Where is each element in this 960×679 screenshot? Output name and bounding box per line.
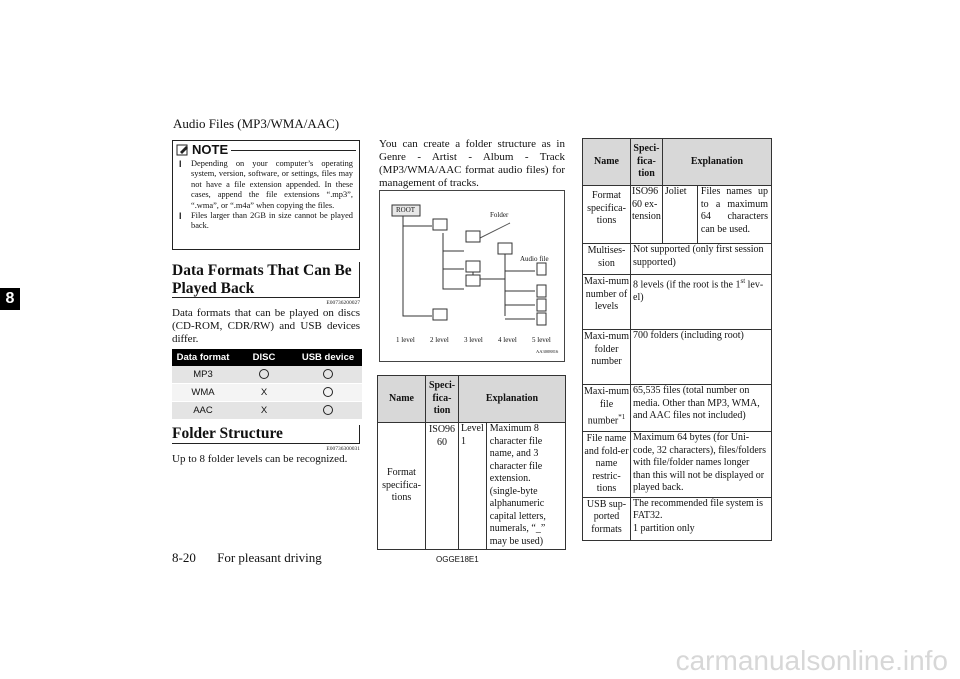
- data-formats-body: Data formats that can be played on discs (CD-ROM, CDR/RW) and USB devices differ.: [172, 307, 360, 345]
- note-item: [179, 211, 353, 232]
- table-row: [172, 366, 362, 384]
- level-label: 1 level: [396, 336, 415, 344]
- header-specification: Speci- fica- tion: [631, 139, 663, 186]
- header-usb-device: USB device: [294, 349, 362, 366]
- header-disc: DISC: [234, 349, 294, 366]
- chapter-tab: 8: [0, 288, 20, 310]
- table-row: [583, 275, 772, 330]
- spec-table-2: [582, 138, 772, 541]
- level-label: 4 level: [498, 336, 517, 344]
- header-data-format: Data format: [172, 349, 234, 366]
- watermark: carmanualsonline.info: [675, 645, 948, 676]
- row-name: Format specifica-tions: [583, 186, 631, 244]
- row-explanation: Not supported (only first session supported): [631, 244, 772, 275]
- format-name: MP3: [172, 366, 234, 384]
- spec-table-1: [377, 375, 566, 550]
- table-row: [172, 384, 362, 402]
- note-box: [172, 140, 360, 250]
- row-explanation: The recommended file system is FAT32. 1 partition only: [631, 497, 772, 540]
- disc-support: X: [234, 384, 294, 402]
- format-name: WMA: [172, 384, 234, 402]
- section-name: For pleasant driving: [217, 550, 322, 565]
- page-number: 8-20: [172, 550, 196, 565]
- note-divider: [231, 150, 356, 151]
- figure-code: AA3008816: [536, 349, 559, 354]
- supported-circle-icon: [259, 369, 269, 379]
- row-name: File name and fold-er name restric-tions: [583, 432, 631, 498]
- note-bullet: l: [179, 159, 182, 169]
- page-footer: [172, 550, 322, 566]
- row-name: Format specifica-tions: [378, 423, 426, 550]
- table-row: [583, 186, 772, 244]
- disc-support: [234, 366, 294, 384]
- intro-text: You can create a folder structure as in Genre - Artist - Album - Track (MP3/WMA/AAC format audio files) for management of tracks.: [379, 138, 565, 189]
- row-name: Maxi-mum folder number: [583, 330, 631, 385]
- note-item: [179, 159, 353, 211]
- note-title: NOTE: [192, 142, 229, 157]
- table-row: [583, 385, 772, 432]
- level-label: 3 level: [464, 336, 483, 344]
- row-explanation: 65,535 files (total number on media. Other than MP3, WMA, and AAC files not included): [631, 385, 772, 432]
- disc-support: X: [234, 402, 294, 420]
- row-name: Multises-sion: [583, 244, 631, 275]
- running-title: Audio Files (MP3/WMA/AAC): [173, 116, 340, 131]
- row-spec: ISO96 60 ex-tension: [631, 186, 663, 244]
- explanation-text: lev-el): [633, 279, 764, 303]
- ordinal-suffix: st: [740, 277, 746, 285]
- row-sub-spec: Joliet: [662, 186, 697, 244]
- row-name: Maxi-mum number of levels: [583, 275, 631, 330]
- data-format-table: [172, 349, 362, 420]
- folder-structure-heading: Folder Structure: [172, 425, 360, 444]
- format-name: AAC: [172, 402, 234, 420]
- data-formats-code: E00736200027: [326, 300, 360, 306]
- row-explanation: Maximum 64 bytes (for Uni-code, 32 characters), files/folders with file/folder names longer than this will not be displayed or played back.: [631, 432, 772, 498]
- note-text: Files larger than 2GB in size cannot be played back.: [191, 211, 353, 231]
- row-explanation: Files names up to a maximum 64 characters can be used.: [697, 186, 771, 244]
- row-explanation: Maximum 8 character file name, and 3 character file extension. (single-byte alphanumeric capital letters, numerals, “_” may be used): [486, 423, 565, 550]
- row-name: [583, 385, 631, 432]
- row-level: Level 1: [459, 423, 487, 550]
- row-name: USB sup-ported formats: [583, 497, 631, 540]
- row-spec: ISO96 60: [426, 423, 459, 550]
- folder-structure-body: Up to 8 folder levels can be recognized.: [172, 453, 348, 465]
- supported-circle-icon: [323, 405, 333, 415]
- header-explanation: Explanation: [459, 376, 566, 423]
- table-row: [583, 330, 772, 385]
- header-explanation: Explanation: [662, 139, 771, 186]
- folder-label: Folder: [490, 211, 509, 219]
- supported-circle-icon: [323, 387, 333, 397]
- header-name: Name: [378, 376, 426, 423]
- name-text: Maxi-mum file number: [584, 386, 629, 427]
- note-header: [176, 142, 228, 157]
- usb-support: [294, 402, 362, 420]
- table-row: [583, 244, 772, 275]
- header-name: Name: [583, 139, 631, 186]
- data-formats-heading: Data Formats That Can Be Played Back: [172, 262, 360, 298]
- row-explanation: 700 folders (including root): [631, 330, 772, 385]
- audio-file-label: Audio file: [520, 255, 549, 263]
- table-row: [172, 402, 362, 420]
- folder-structure-code: E00736300031: [326, 446, 360, 452]
- note-list: [179, 159, 353, 232]
- level-label: 2 level: [430, 336, 449, 344]
- usb-support: [294, 366, 362, 384]
- table-row: [583, 497, 772, 540]
- note-bullet: l: [179, 211, 182, 222]
- root-label: ROOT: [396, 206, 416, 214]
- footnote-marker: *1: [618, 413, 626, 421]
- table-row: [583, 432, 772, 498]
- note-pencil-icon: [176, 143, 189, 156]
- table-row: [378, 423, 566, 550]
- usb-support: [294, 384, 362, 402]
- explanation-text: 8 levels (if the root is the 1: [633, 279, 741, 291]
- level-label: 5 level: [532, 336, 551, 344]
- folder-diagram: [379, 190, 565, 362]
- supported-circle-icon: [323, 369, 333, 379]
- document-code: OGGE18E1: [436, 555, 479, 564]
- note-text: Depending on your computer’s operating system, version, software, or settings, files may not have a file extension appended. In these cases, append the file extensions “.mp3”, “.wma”, or “.m4a” when copying the files.: [191, 159, 353, 210]
- header-specification: Speci- fica- tion: [426, 376, 459, 423]
- row-explanation: [631, 275, 772, 330]
